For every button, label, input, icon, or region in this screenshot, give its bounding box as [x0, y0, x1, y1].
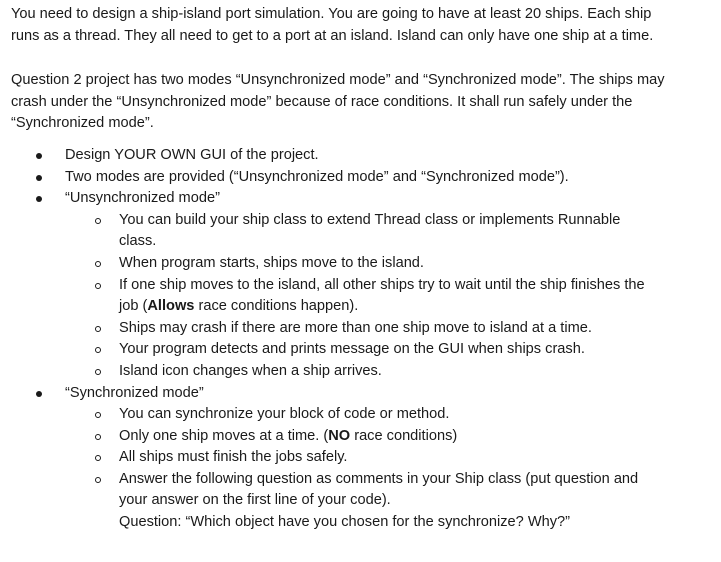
circle-bullet-icon: [95, 347, 101, 353]
sublist-item-text: Your program detects and prints message on the GUI when ships crash.: [119, 341, 585, 358]
sublist-item: [65, 404, 711, 426]
circle-bullet-icon: [95, 434, 101, 440]
intro-paragraph: You need to design a ship-island port simulation. You are going to have at least 20 ships. Each ship runs as a thread. They all need to get to a port at an island. Island can only have one ship at a time.: [11, 6, 654, 44]
list-item: [11, 145, 711, 167]
list-item-text: “Unsynchronized mode”: [65, 190, 220, 207]
circle-bullet-icon: [95, 455, 101, 461]
unsynchronized-sublist: [65, 210, 711, 383]
bullet-icon: [36, 196, 42, 202]
list-item-text: “Synchronized mode”: [65, 384, 204, 401]
circle-bullet-icon: [95, 283, 101, 289]
circle-bullet-icon: [95, 261, 101, 267]
list-item-synchronized: [11, 383, 711, 534]
sublist-item: [65, 469, 711, 534]
bullet-icon: [36, 153, 42, 159]
bold-text: NO: [328, 427, 351, 444]
sublist-item: [65, 318, 711, 340]
synchronized-sublist: [65, 404, 711, 534]
sublist-item-text: All ships must finish the jobs safely.: [119, 449, 348, 466]
sublist-item: [65, 339, 711, 361]
sublist-item: [65, 361, 711, 383]
sublist-item-text: [119, 275, 659, 318]
list-item: [11, 167, 711, 189]
list-item-text: Two modes are provided (“Unsynchronized mode” and “Synchronized mode”).: [65, 168, 569, 185]
sublist-item-text: You can build your ship class to extend Thread class or implements Runnable class.: [119, 211, 621, 250]
text-fragment: race conditions): [350, 427, 458, 444]
list-item-unsynchronized: [11, 188, 711, 382]
bullet-icon: [36, 175, 42, 181]
question-text: Question: “Which object have you chosen for the synchronize? Why?”: [119, 514, 571, 531]
sublist-item: [65, 210, 711, 253]
document-page: [11, 4, 711, 534]
sublist-item-text: Ships may crash if there are more than one ship move to island at a time.: [119, 319, 592, 336]
requirements-list: [11, 145, 711, 534]
sublist-item-text: [119, 426, 659, 448]
sublist-item: [65, 253, 711, 275]
sublist-item: [65, 426, 711, 448]
text-fragment: If one ship moves to the island, all other ships try to wait until the ship finishes the job (: [119, 276, 645, 315]
sublist-item-text: You can synchronize your block of code or method.: [119, 406, 450, 423]
circle-bullet-icon: [95, 218, 101, 224]
circle-bullet-icon: [95, 369, 101, 375]
circle-bullet-icon: [95, 412, 101, 418]
text-fragment: Only one ship moves at a time. (: [119, 427, 329, 444]
circle-bullet-icon: [95, 477, 101, 483]
sublist-item: [65, 447, 711, 469]
modes-paragraph: Question 2 project has two modes “Unsynchronized mode” and “Synchronized mode”. The ships may crash under the “Unsynchronized mode” because of race conditions. It shall run safely under the “Synchronized mode”.: [11, 72, 665, 132]
bold-text: Allows: [147, 298, 195, 315]
sublist-item-text: When program starts, ships move to the island.: [119, 254, 424, 271]
list-item-text: Design YOUR OWN GUI of the project.: [65, 146, 319, 163]
bullet-icon: [36, 391, 42, 397]
sublist-item-text: Answer the following question as comments in your Ship class (put question and your answer on the first line of your code).: [119, 470, 639, 509]
text-fragment: race conditions happen).: [194, 298, 359, 315]
sublist-item: [65, 275, 711, 318]
sublist-item-text: Island icon changes when a ship arrives.: [119, 362, 382, 379]
circle-bullet-icon: [95, 326, 101, 332]
